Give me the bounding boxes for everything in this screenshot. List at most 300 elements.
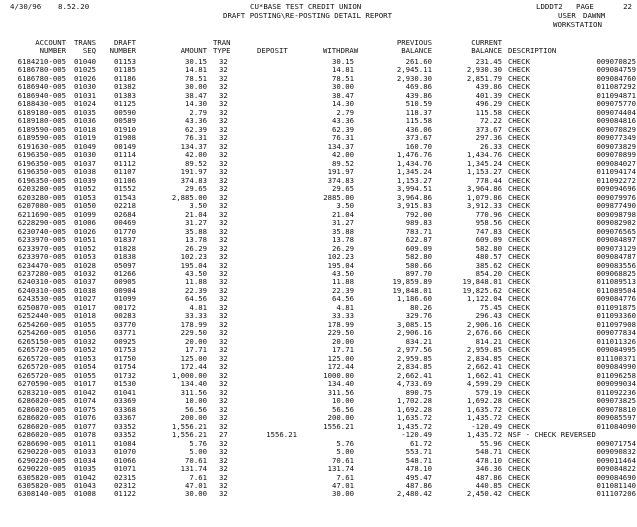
cell-previous-balance: 3,085.15 [396, 319, 432, 329]
cell-account-number: 6186780-005 [17, 65, 66, 75]
report-date: 4/30/96 [10, 2, 42, 11]
cell-draft-number: 03352 [114, 421, 136, 431]
cell-previous-balance: 1,476.76 [396, 150, 432, 160]
cell-check-number: 009078810 [596, 404, 636, 414]
cell-withdraw: 200.00 [327, 413, 354, 423]
cell-check-number: 009090832 [596, 447, 636, 457]
cell-current-balance: 2,851.79 [466, 73, 502, 83]
cell-previous-balance: 1,153.27 [396, 175, 432, 185]
cell-description: CHECK [508, 184, 530, 194]
cell-check-number: 011089513 [596, 277, 636, 287]
cell-trans-seq: 01037 [74, 158, 96, 168]
cell-tran-type: 32 [219, 319, 228, 329]
cell-draft-number: 01837 [114, 235, 136, 245]
cell-withdraw: 14.30 [332, 99, 354, 109]
cell-previous-balance: 1,702.28 [396, 396, 432, 406]
cell-description: CHECK [508, 294, 530, 304]
cell-tran-type: 32 [219, 158, 228, 168]
cell-account-number: 6196350-005 [17, 158, 66, 168]
cell-amount: 1,000.00 [171, 370, 207, 380]
cell-withdraw: 38.47 [332, 90, 354, 100]
cell-previous-balance: 582.80 [405, 252, 432, 262]
cell-previous-balance: 478.10 [405, 464, 432, 474]
cell-amount: 178.99 [180, 319, 207, 329]
cell-tran-type: 32 [219, 472, 228, 482]
cell-check-number: 009079976 [596, 192, 636, 202]
cell-withdraw: 43.50 [332, 269, 354, 278]
cell-amount: 29.65 [185, 184, 207, 194]
cell-amount: 42.00 [185, 150, 207, 160]
cell-amount: 33.33 [185, 311, 207, 321]
cell-current-balance: 346.36 [475, 464, 502, 474]
cell-previous-balance: 2,977.56 [396, 345, 432, 355]
cell-previous-balance: 2,945.11 [396, 65, 432, 75]
cell-amount: 43.50 [185, 269, 207, 278]
cell-tran-type: 32 [219, 353, 228, 363]
cell-withdraw: 30.15 [332, 57, 354, 66]
col-tran-type: TRAN [213, 38, 231, 47]
cell-amount: 311.56 [180, 387, 207, 397]
cell-amount: 70.61 [185, 455, 207, 465]
cell-account-number: 6308140-005 [17, 489, 66, 499]
cell-withdraw: 35.88 [332, 226, 354, 236]
cell-current-balance: 1,635.72 [466, 404, 502, 414]
cell-check-number: 009075770 [596, 99, 636, 109]
cell-tran-type: 32 [219, 438, 228, 448]
cell-tran-type: 32 [219, 294, 228, 304]
cell-description: CHECK [508, 167, 530, 177]
cell-tran-type: 32 [219, 184, 228, 194]
cell-trans-seq: 01034 [74, 455, 96, 465]
cell-draft-number: 01828 [114, 243, 136, 253]
cell-check-number: 009084990 [596, 362, 636, 372]
cell-check-number: 011089504 [596, 285, 636, 295]
cell-check-number: 009084816 [596, 116, 636, 126]
cell-current-balance: 385.62 [475, 260, 502, 270]
cell-amount: 17.71 [185, 345, 207, 355]
cell-amount: 31.27 [185, 218, 207, 228]
cell-check-number: 009070899 [596, 150, 636, 160]
cell-previous-balance: -120.49 [401, 430, 432, 440]
cell-check-number: 009077834 [596, 328, 636, 338]
cell-account-number: 6286020-005 [17, 396, 66, 406]
cell-account-number: 6243530-005 [17, 294, 66, 304]
cell-description: CHECK [508, 107, 530, 117]
cell-check-number: 011084090 [596, 421, 636, 431]
cell-trans-seq: 01042 [74, 387, 96, 397]
cell-account-number: 6265150-005 [17, 336, 66, 346]
cell-tran-type: 32 [219, 464, 228, 474]
cell-check-number: 009084760 [596, 73, 636, 83]
cell-description: CHECK [508, 447, 530, 457]
cell-amount: 195.04 [180, 260, 207, 270]
cell-draft-number: 00590 [114, 107, 136, 117]
cell-check-number: 009094696 [596, 184, 636, 194]
cell-account-number: 6265720-005 [17, 353, 66, 363]
cell-description: CHECK [508, 370, 530, 380]
cell-current-balance: 297.36 [475, 133, 502, 143]
cell-check-number: 011081140 [596, 481, 636, 490]
cell-account-number: 6305820-005 [17, 481, 66, 490]
cell-description: CHECK [508, 472, 530, 482]
cell-current-balance: 2,450.42 [466, 489, 502, 499]
cell-trans-seq: 01076 [74, 413, 96, 423]
cell-withdraw: 47.01 [332, 481, 354, 490]
cell-withdraw: 22.39 [332, 285, 354, 295]
cell-current-balance: 1,345.24 [466, 158, 502, 168]
cell-draft-number: 01084 [114, 438, 136, 448]
cell-previous-balance: 792.00 [405, 209, 432, 219]
col-account: ACCOUNT [35, 38, 66, 47]
cell-description: CHECK [508, 319, 530, 329]
cell-tran-type: 32 [219, 362, 228, 372]
cell-description: CHECK [508, 124, 530, 134]
cell-withdraw: 33.33 [332, 311, 354, 321]
cell-check-number: 009083556 [596, 260, 636, 270]
cell-previous-balance: 373.67 [405, 133, 432, 143]
cell-draft-number: 01838 [114, 252, 136, 262]
cell-account-number: 6189180-005 [17, 116, 66, 126]
cell-description: CHECK [508, 243, 530, 253]
cell-withdraw: 374.83 [327, 175, 354, 185]
cell-check-number: 009070829 [596, 124, 636, 134]
cell-trans-seq: 01036 [74, 116, 96, 126]
cell-description: CHECK [508, 133, 530, 143]
cell-previous-balance: 834.21 [405, 336, 432, 346]
cell-current-balance: 609.09 [475, 235, 502, 245]
cell-check-number: 009082902 [596, 218, 636, 228]
cell-draft-number: 00469 [114, 218, 136, 228]
cell-description: CHECK [508, 116, 530, 126]
cell-draft-number: 01107 [114, 167, 136, 177]
cell-account-number: 6270590-005 [17, 379, 66, 389]
cell-amount: 30.00 [185, 82, 207, 92]
cell-withdraw: 43.36 [332, 116, 354, 126]
cell-trans-seq: 01077 [74, 421, 96, 431]
cell-current-balance: 401.39 [475, 90, 502, 100]
cell-trans-seq: 01052 [74, 345, 96, 355]
cell-amount: 102.23 [180, 252, 207, 262]
cell-trans-seq: 01031 [74, 90, 96, 100]
cell-amount: 7.61 [189, 472, 207, 482]
cell-trans-seq: 01017 [74, 379, 96, 389]
cell-trans-seq: 01032 [74, 336, 96, 346]
cell-tran-type: 32 [219, 65, 228, 75]
cell-amount: 5.00 [189, 447, 207, 457]
cell-deposit: 1556.21 [266, 430, 297, 440]
cell-tran-type: 32 [219, 133, 228, 143]
cell-trans-seq: 01052 [74, 184, 96, 194]
cell-previous-balance: 1,692.28 [396, 404, 432, 414]
cell-account-number: 6196350-005 [17, 150, 66, 160]
cell-check-number: 011100371 [596, 353, 636, 363]
cell-account-number: 6286690-005 [17, 438, 66, 448]
cell-draft-number: 05097 [114, 260, 136, 270]
cell-previous-balance: 329.76 [405, 311, 432, 321]
cell-trans-seq: 01032 [74, 269, 96, 278]
cell-trans-seq: 01025 [74, 65, 96, 75]
cell-draft-number: 01543 [114, 192, 136, 202]
cell-draft-number: 01754 [114, 362, 136, 372]
cell-withdraw: 78.51 [332, 73, 354, 83]
cell-account-number: 6186780-005 [17, 73, 66, 83]
cell-amount: 26.29 [185, 243, 207, 253]
cell-tran-type: 32 [219, 447, 228, 457]
cell-previous-balance: 553.71 [405, 447, 432, 457]
cell-tran-type: 32 [219, 345, 228, 355]
cell-withdraw: 17.71 [332, 345, 354, 355]
cell-draft-number: 03770 [114, 319, 136, 329]
cell-current-balance: 1,153.27 [466, 167, 502, 177]
cell-draft-number: 01770 [114, 226, 136, 236]
cell-tran-type: 32 [219, 379, 228, 389]
cell-current-balance: 2,834.85 [466, 353, 502, 363]
cell-amount: 35.88 [185, 226, 207, 236]
cell-previous-balance: 487.86 [405, 481, 432, 490]
cell-account-number: 6234470-005 [17, 260, 66, 270]
cell-tran-type: 32 [219, 243, 228, 253]
cell-trans-seq: 01017 [74, 302, 96, 312]
cell-previous-balance: 118.37 [405, 107, 432, 117]
cell-description: CHECK [508, 209, 530, 219]
cell-withdraw: 5.76 [336, 438, 354, 448]
cell-previous-balance: 2,834.85 [396, 362, 432, 372]
cell-description: CHECK [508, 353, 530, 363]
cell-current-balance: 1,435.72 [466, 430, 502, 440]
cell-amount: 1,556.21 [171, 430, 207, 440]
cell-current-balance: 55.96 [480, 438, 502, 448]
cell-tran-type: 32 [219, 201, 228, 211]
cell-trans-seq: 01027 [74, 294, 96, 304]
cell-previous-balance: 510.59 [405, 99, 432, 109]
cell-trans-seq: 01037 [74, 277, 96, 287]
cell-current-balance: 582.80 [475, 243, 502, 253]
cell-tran-type: 32 [219, 107, 228, 117]
cell-previous-balance: 622.87 [405, 235, 432, 245]
cell-withdraw: 13.78 [332, 235, 354, 245]
cell-previous-balance: 2,480.42 [396, 489, 432, 499]
col-previous-balance: BALANCE [401, 46, 432, 55]
cell-account-number: 6290220-005 [17, 447, 66, 457]
cell-trans-seq: 01056 [74, 328, 96, 338]
cell-draft-number: 01114 [114, 150, 136, 160]
cell-amount: 30.15 [185, 57, 207, 66]
cell-tran-type: 32 [219, 124, 228, 134]
cell-withdraw: 14.81 [332, 65, 354, 75]
cell-draft-number: 01099 [114, 294, 136, 304]
cell-tran-type: 32 [219, 489, 228, 499]
cell-withdraw: 89.52 [332, 158, 354, 168]
cell-trans-seq: 01030 [74, 150, 96, 160]
cell-withdraw: 20.00 [332, 336, 354, 346]
cell-withdraw: 26.29 [332, 243, 354, 253]
cell-account-number: 6191630-005 [17, 141, 66, 151]
cell-withdraw: 21.04 [332, 209, 354, 219]
cell-check-number: 009877490 [596, 201, 636, 211]
cell-amount: 191.97 [180, 167, 207, 177]
cell-check-number: 009073129 [596, 243, 636, 253]
cell-description: CHECK [508, 328, 530, 338]
col-current-balance: BALANCE [471, 46, 502, 55]
cell-trans-seq: 01011 [74, 438, 96, 448]
cell-amount: 11.88 [185, 277, 207, 287]
cell-previous-balance: 80.26 [410, 302, 432, 312]
cell-amount: 4.81 [189, 302, 207, 312]
cell-trans-seq: 01055 [74, 370, 96, 380]
cell-trans-seq: 01053 [74, 192, 96, 202]
cell-trans-seq: 01055 [74, 319, 96, 329]
cell-withdraw: 102.23 [327, 252, 354, 262]
cell-trans-seq: 01018 [74, 311, 96, 321]
cell-previous-balance: 1,434.76 [396, 158, 432, 168]
cell-check-number: 011096258 [596, 370, 636, 380]
cell-check-number: 011093360 [596, 311, 636, 321]
cell-draft-number: 01732 [114, 370, 136, 380]
cell-description: CHECK [508, 141, 530, 151]
cell-current-balance: 2,662.41 [466, 362, 502, 372]
cell-description: CHECK [508, 218, 530, 228]
cell-check-number: 011094174 [596, 167, 636, 177]
col-draft-number: DRAFT [114, 38, 136, 47]
cell-current-balance: 2,930.30 [466, 65, 502, 75]
cell-check-number: 009074404 [596, 107, 636, 117]
col-deposit: DEPOSIT [257, 46, 288, 55]
cell-check-number: 011087292 [596, 82, 636, 92]
cell-amount: 2.79 [189, 107, 207, 117]
col-description: DESCRIPTION [508, 46, 557, 55]
cell-amount: 76.31 [185, 133, 207, 143]
cell-tran-type: 32 [219, 235, 228, 245]
cell-description: CHECK [508, 90, 530, 100]
cell-previous-balance: 897.70 [405, 269, 432, 278]
cell-tran-type: 32 [219, 404, 228, 414]
col-previous-balance: PREVIOUS [396, 38, 432, 47]
cell-account-number: 6286020-005 [17, 430, 66, 440]
cell-amount: 125.00 [180, 353, 207, 363]
cell-check-number: 009084690 [596, 472, 636, 482]
cell-trans-seq: 01050 [74, 201, 96, 211]
cell-tran-type: 32 [219, 192, 228, 202]
cell-current-balance: 3,912.33 [466, 201, 502, 211]
cell-trans-seq: 01040 [74, 57, 96, 66]
cell-previous-balance: 580.66 [405, 260, 432, 270]
cell-tran-type: 32 [219, 218, 228, 228]
cell-description: CHECK [508, 387, 530, 397]
cell-draft-number: 01266 [114, 269, 136, 278]
cell-previous-balance: 1,435.72 [396, 421, 432, 431]
cell-account-number: 6207080-005 [17, 201, 66, 211]
col-draft-number: NUMBER [109, 46, 136, 55]
cell-amount: 10.00 [185, 396, 207, 406]
cell-check-number: 009076565 [596, 226, 636, 236]
cell-withdraw: 311.56 [327, 387, 354, 397]
cell-description: CHECK [508, 413, 530, 423]
cell-description: CHECK [508, 404, 530, 414]
cell-withdraw: 5.00 [336, 447, 354, 457]
cell-check-number: 009085597 [596, 413, 636, 423]
cell-tran-type: 32 [219, 455, 228, 465]
cell-account-number: 6286020-005 [17, 421, 66, 431]
cell-previous-balance: 160.70 [405, 141, 432, 151]
cell-description: CHECK [508, 285, 530, 295]
cell-current-balance: 496.29 [475, 99, 502, 109]
cell-withdraw: 56.56 [332, 404, 354, 414]
cell-current-balance: 115.58 [475, 107, 502, 117]
cell-tran-type: 32 [219, 269, 228, 278]
cell-account-number: 6211690-005 [17, 209, 66, 219]
cell-trans-seq: 01052 [74, 243, 96, 253]
cell-current-balance: 854.20 [475, 269, 502, 278]
cell-draft-number: 01186 [114, 73, 136, 83]
cell-tran-type: 32 [219, 150, 228, 160]
cell-trans-seq: 01026 [74, 226, 96, 236]
cell-check-number: 009073825 [596, 396, 636, 406]
cell-previous-balance: 19,848.01 [392, 285, 432, 295]
cell-account-number: 6240310-005 [17, 285, 66, 295]
cell-draft-number: 01910 [114, 124, 136, 134]
cell-previous-balance: 3,915.83 [396, 201, 432, 211]
cell-withdraw: 30.00 [332, 82, 354, 92]
cell-withdraw: 134.40 [327, 379, 354, 389]
cell-current-balance: 19,848.01 [462, 277, 502, 287]
cell-current-balance: 1,435.72 [466, 413, 502, 423]
cell-description: CHECK [508, 150, 530, 160]
cell-tran-type: 32 [219, 90, 228, 100]
cell-current-balance: 75.45 [480, 302, 502, 312]
cell-trans-seq: 01006 [74, 218, 96, 228]
cell-account-number: 6233970-005 [17, 252, 66, 262]
cell-description: CHECK [508, 73, 530, 83]
cell-draft-number: 01382 [114, 82, 136, 92]
cell-draft-number: 01066 [114, 455, 136, 465]
cell-withdraw: 7.61 [336, 472, 354, 482]
cell-check-number: 009070825 [596, 57, 636, 66]
cell-withdraw: 1556.21 [323, 421, 354, 431]
cell-amount: 43.36 [185, 116, 207, 126]
cell-account-number: 6265720-005 [17, 362, 66, 372]
cell-tran-type: 32 [219, 175, 228, 185]
cell-previous-balance: 2,906.16 [396, 328, 432, 338]
cell-draft-number: 03352 [114, 430, 136, 440]
col-amount: AMOUNT [180, 46, 207, 55]
cell-check-number: 009084995 [596, 345, 636, 355]
cell-account-number: 6250870-005 [17, 302, 66, 312]
cell-draft-number: 00589 [114, 116, 136, 126]
cell-description: CHECK [508, 57, 530, 66]
cell-current-balance: 72.22 [480, 116, 502, 126]
cell-description: CHECK [508, 192, 530, 202]
cell-amount: 22.39 [185, 285, 207, 295]
cell-description: CHECK [508, 235, 530, 245]
cell-account-number: 6286020-005 [17, 404, 66, 414]
cell-check-number: 009084759 [596, 65, 636, 75]
cell-draft-number: 02315 [114, 472, 136, 482]
cell-tran-type: 32 [219, 277, 228, 287]
cell-account-number: 6254260-005 [17, 319, 66, 329]
cell-previous-balance: 3,964.86 [396, 192, 432, 202]
cell-current-balance: 26.33 [480, 141, 502, 151]
cell-previous-balance: 2,959.85 [396, 353, 432, 363]
cell-amount: 2,885.00 [171, 192, 207, 202]
cell-tran-type: 32 [219, 328, 228, 338]
cell-amount: 14.81 [185, 65, 207, 75]
cell-account-number: 6283210-005 [17, 387, 66, 397]
cell-current-balance: 747.83 [475, 226, 502, 236]
cell-draft-number: 02218 [114, 201, 136, 211]
cell-previous-balance: 783.71 [405, 226, 432, 236]
cell-current-balance: 373.67 [475, 124, 502, 134]
col-trans-seq: SEQ [82, 46, 96, 55]
